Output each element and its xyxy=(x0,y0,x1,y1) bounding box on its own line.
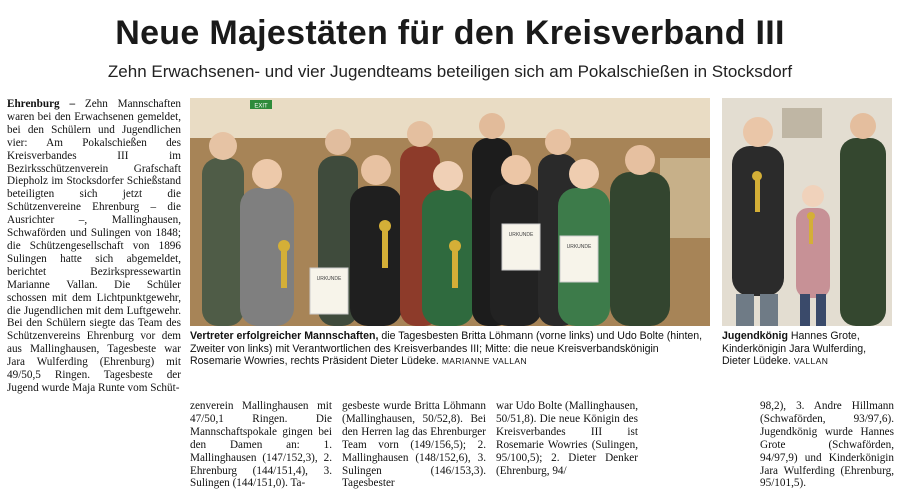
body-column-3: gesbeste wurde Britta Löhmann (Mallinghausen, 50/52,8). Bei den Herren lag das Ehrenburger Team vorn (149/156,5); 2. Mallinghausen (148/152,6), 3. Sulingen (146/153,3). Tagesbester xyxy=(342,400,486,490)
body-text-1: Zehn Mannschaften waren bei den Erwachsenen gemeldet, bei den Schülern und Jugendlichen vier: Am Pokalschießen des Kreisverbandes III im Bezirksschützenverein Grafschaft Diepholz im Stocksdorfer Schießstand beteiligten sich jetzt die Schützenvereine Ehrenburg – die Ausrichter –, Mallinghausen, Schwaförden und Sulingen von 1848; die Schützengesellschaft von 1896 Sulingen hatte sich abgemeldet, berichtet Bezirkspressewartin Marianne Vallan. Die Schüler schossen mit dem Lichtpunktgewehr, die Jugendlichen mit dem Luftgewehr. Bei den Schülern siegte das Team des Schützenvereins Ehrenburg vor dem aus Mallinghausen, Tagesbeste war Jara Wulferding (Ehrenburg) mit 49/50,5 Ringen. Tagesbeste der Jugend wurde Maja Runte vom Schüt- xyxy=(7,98,181,394)
dateline: Ehrenburg – xyxy=(7,98,76,110)
body-column-5: 98,2), 3. Andre Hillmann (Schwaförden, 93/97,6). Jugendkönig wurde Hannes Grote (Schwaförden, 94/97,9) und Kinderkönigin Jara Wulferding (Ehrenburg, 95/101,5). xyxy=(760,400,894,490)
caption-lead: Vertreter erfolgreicher Mannschaften, xyxy=(190,330,379,342)
body-column-1 xyxy=(7,98,181,488)
group-photo-illustration xyxy=(190,98,710,326)
youth-photo xyxy=(722,98,892,326)
caption-youth-photo xyxy=(722,330,892,368)
group-photo xyxy=(190,98,710,326)
caption-group-photo xyxy=(190,330,710,368)
certificate-label: URKUNDE xyxy=(566,244,592,250)
caption-text: die Tagesbesten Britta Löhmann (vorne links) und Udo Bolte (hinten, Zweiter von links) mit Verantwortlichen des Kreisverbandes III; Mitte: die neue Kreisverbandskönigin Rosemarie Wowries, rechts Präsident Dieter Lüdeke. xyxy=(190,330,703,368)
subheadline: Zehn Erwachsenen- und vier Jugendteams beteiligen sich am Pokalschießen in Stocksdorf xyxy=(107,62,793,81)
headline: Neue Majestäten für den Kreisverband III xyxy=(115,14,785,52)
exit-sign-text: EXIT xyxy=(254,103,268,110)
certificate-label: URKUNDE xyxy=(316,276,342,282)
photo-credit: VALLAN xyxy=(793,356,829,367)
caption-lead: Jugendkönig xyxy=(722,330,788,342)
caption-text: Hannes Grote, Kinderkönigin Jara Wulferding, Dieter Lüdeke. xyxy=(722,330,867,368)
photo-credit: MARIANNE VALLAN xyxy=(441,356,528,367)
body-column-4: war Udo Bolte (Mallinghausen, 50/51,8). Die neue Königin des Kreisverbandes III ist Rosemarie Wowries (Sulingen, 95/100,5); 2. Dieter Denker (Ehrenburg, 94/ xyxy=(496,400,638,477)
certificate-label: URKUNDE xyxy=(508,232,534,238)
youth-photo-illustration xyxy=(722,98,892,326)
body-column-2: zenverein Mallinghausen mit 47/50,1 Ringen. Die Mannschaftspokale gingen bei den Damen an: 1. Mallinghausen (147/152,3), 2. Ehrenburg (144/151,4), 3. Sulingen (144/151,0). Ta- xyxy=(190,400,332,490)
